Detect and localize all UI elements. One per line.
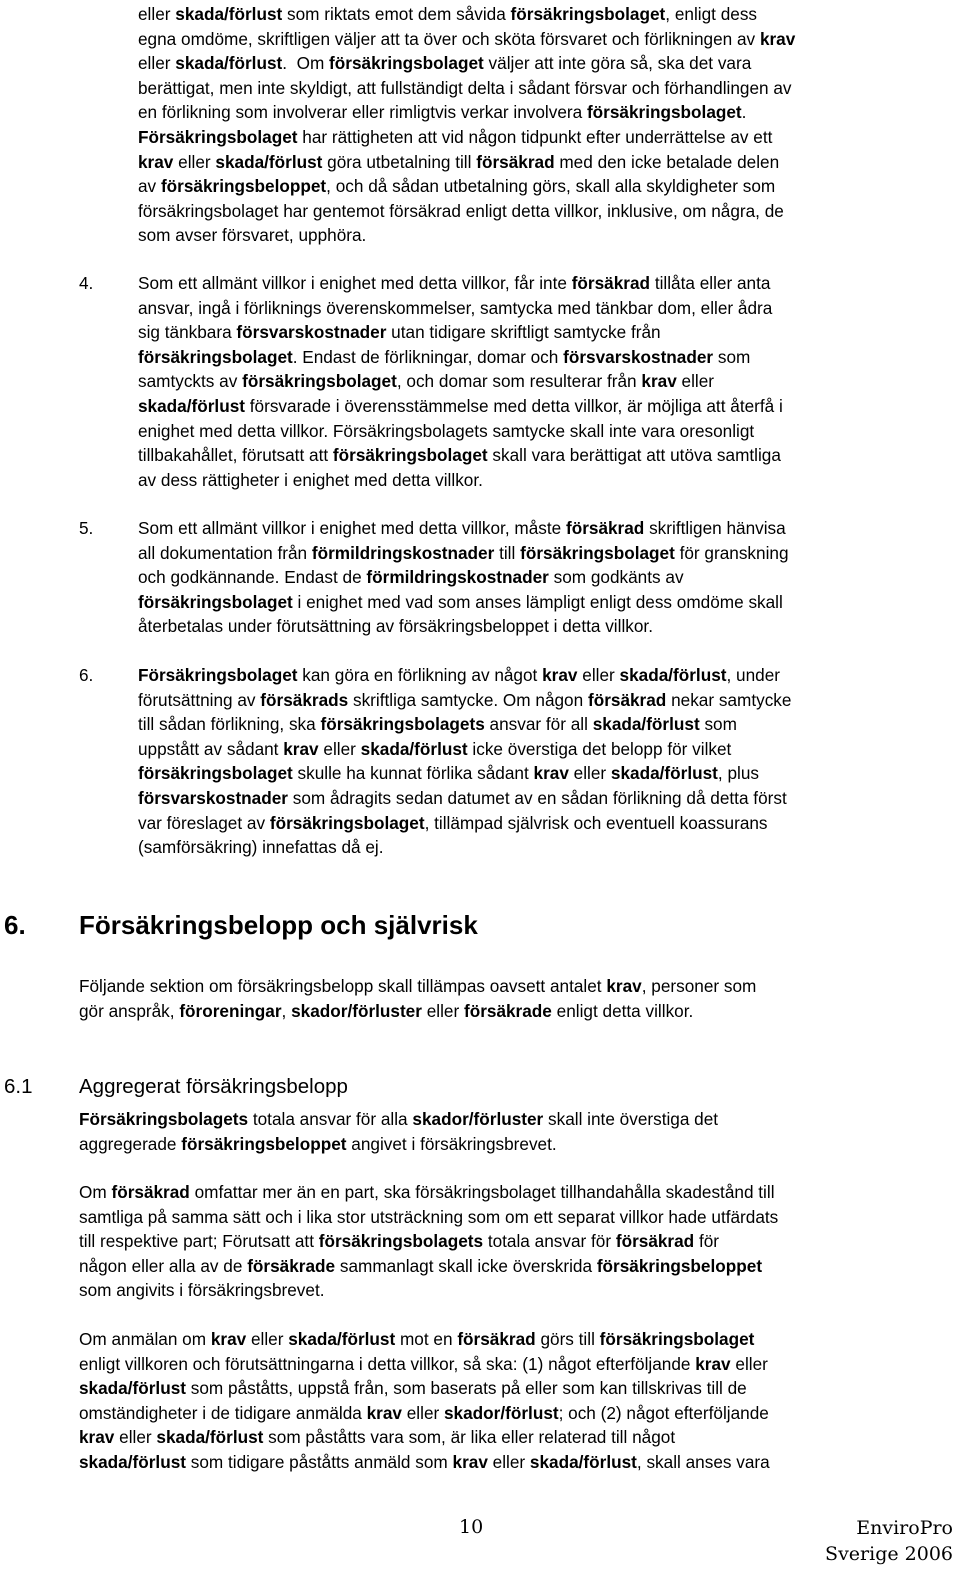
text-run: och godkännande. Endast de bbox=[138, 567, 367, 588]
defined-term: försvarskostnader bbox=[563, 346, 714, 367]
section-6-1-paragraph-2 bbox=[79, 1180, 954, 1303]
text-line bbox=[138, 614, 953, 639]
text-line bbox=[79, 1450, 954, 1475]
defined-term: försäkrad bbox=[111, 1182, 190, 1202]
text-run: eller bbox=[318, 738, 361, 759]
text-line bbox=[138, 761, 953, 786]
text-run: eller bbox=[138, 53, 176, 74]
text-line bbox=[138, 394, 953, 419]
text-run: som bbox=[713, 346, 751, 367]
text-run: av bbox=[138, 176, 161, 197]
text-line bbox=[138, 590, 953, 615]
text-run: ; och (2) något efterföljande bbox=[558, 1402, 769, 1423]
defined-term: krav bbox=[641, 371, 677, 392]
text-line bbox=[138, 811, 953, 836]
text-line bbox=[138, 271, 953, 296]
text-run: eller bbox=[173, 151, 216, 172]
text-run: sammanlagt skall icke överskrida bbox=[335, 1255, 597, 1276]
text-run: göra utbetalning till bbox=[322, 151, 477, 172]
text-run: som påståtts, uppstå från, som baserats på eller som kan tillskrivas till de bbox=[185, 1378, 747, 1399]
defined-term: skada/förlust bbox=[529, 1451, 637, 1472]
text-run: eller bbox=[401, 1402, 444, 1423]
text-line bbox=[79, 1205, 954, 1230]
text-run: skulle ha kunnat förlika sådant bbox=[292, 763, 534, 784]
text-line bbox=[79, 1254, 954, 1279]
text-line bbox=[138, 419, 953, 444]
section-title: Försäkringsbelopp och självrisk bbox=[79, 910, 478, 940]
text-run: förutsättning av bbox=[138, 689, 261, 710]
text-line bbox=[138, 345, 953, 370]
text-run: med den icke betalade delen bbox=[554, 151, 780, 172]
text-run: icke överstiga det belopp för vilket bbox=[467, 738, 732, 759]
defined-term: skador/förluster bbox=[412, 1109, 544, 1129]
text-run: nekar samtycke bbox=[666, 689, 792, 710]
defined-term: krav bbox=[759, 28, 796, 49]
defined-term: försäkrad bbox=[615, 1231, 695, 1252]
defined-term: försäkrad bbox=[571, 273, 651, 293]
text-run: sig tänkbara bbox=[138, 322, 237, 343]
section-number: 6. bbox=[4, 910, 26, 940]
defined-term: försäkringsbolaget bbox=[138, 591, 293, 612]
subsection-number: 6.1 bbox=[4, 1075, 33, 1098]
defined-term: krav bbox=[366, 1402, 402, 1423]
list-number-6: 6. bbox=[79, 665, 94, 685]
text-line bbox=[138, 223, 953, 248]
text-line bbox=[138, 174, 953, 199]
text-line bbox=[138, 443, 953, 468]
text-run: berättigat, men inte skyldigt, att fullständigt delta i sådant försvar och förhandlingen av bbox=[138, 77, 792, 98]
defined-term: krav bbox=[542, 665, 578, 685]
text-line bbox=[138, 468, 953, 493]
defined-term: skada/förlust bbox=[79, 1378, 186, 1399]
text-run: mot en bbox=[395, 1329, 458, 1349]
text-run: aggregerade bbox=[79, 1133, 182, 1154]
text-line bbox=[79, 1278, 954, 1303]
defined-term: förmildringskostnader bbox=[311, 542, 495, 563]
defined-term: försäkrads bbox=[260, 689, 349, 710]
defined-term: skada/förlust bbox=[215, 151, 323, 172]
text-line bbox=[138, 565, 953, 590]
text-run: för granskning bbox=[674, 542, 789, 563]
defined-term: krav bbox=[283, 738, 319, 759]
text-run: Följande sektion om försäkringsbelopp skall tillämpas oavsett antalet bbox=[79, 976, 607, 996]
text-run: skriftliga samtycke. Om någon bbox=[348, 689, 588, 710]
text-run: en förlikning som involverar eller rimligtvis verkar involvera bbox=[138, 102, 587, 123]
defined-term: Försäkringsbolagets bbox=[79, 1109, 249, 1129]
defined-term: föroreningar bbox=[179, 1000, 282, 1021]
text-run: , bbox=[281, 1000, 292, 1021]
list-item-5-text bbox=[138, 516, 953, 639]
text-run: Om anmälan om bbox=[79, 1329, 211, 1349]
text-run: som påståtts vara som, är lika eller relaterad till något bbox=[263, 1427, 676, 1448]
text-run: som godkänts av bbox=[548, 567, 684, 588]
defined-term: skada/förlust bbox=[592, 714, 700, 735]
text-run: skriftligen hänvisa bbox=[644, 518, 786, 538]
text-line bbox=[138, 663, 953, 688]
text-line bbox=[138, 27, 953, 52]
defined-term: skada/förlust bbox=[175, 53, 283, 74]
text-run: som avser försvaret, upphöra. bbox=[138, 225, 367, 246]
text-run: som ådragits sedan datumet av en sådan förlikning då detta först bbox=[287, 787, 787, 808]
text-run: , och domar som resulterar från bbox=[396, 371, 642, 392]
text-run: var föreslaget av bbox=[138, 812, 270, 833]
text-run: , tillämpad självrisk och eventuell koassurans bbox=[424, 812, 768, 833]
defined-term: försäkrade bbox=[247, 1255, 336, 1276]
defined-term: krav bbox=[533, 763, 569, 784]
text-line bbox=[138, 51, 953, 76]
text-run: försvarade i överensstämmelse med detta villkor, är möjliga att återfå i bbox=[244, 395, 783, 416]
text-run: skall inte överstiga det bbox=[543, 1109, 719, 1129]
text-run: , personer som bbox=[641, 976, 757, 996]
text-line bbox=[79, 1401, 954, 1426]
text-run: ansvar, ingå i förliknings överenskommelser, samtycka med tänkbar dom, eller ådra bbox=[138, 297, 773, 318]
defined-term: försäkringsbolaget bbox=[520, 542, 675, 563]
list-item-6-text bbox=[138, 663, 953, 860]
section-6-1-paragraph-3 bbox=[79, 1327, 954, 1475]
text-run: tillbakahållet, förutsatt att bbox=[138, 445, 333, 466]
defined-term: försäkringsbeloppet bbox=[181, 1133, 347, 1154]
text-run: Om bbox=[79, 1182, 112, 1202]
text-line bbox=[138, 199, 953, 224]
text-line bbox=[138, 369, 953, 394]
text-run: ansvar för all bbox=[484, 714, 593, 735]
subsection-title: Aggregerat försäkringsbelopp bbox=[79, 1075, 348, 1098]
text-line bbox=[138, 688, 953, 713]
defined-term: försäkringsbeloppet bbox=[160, 176, 327, 197]
footer-brand bbox=[825, 1515, 953, 1567]
defined-term: försäkringsbolagets bbox=[320, 714, 485, 735]
text-line bbox=[79, 1180, 954, 1205]
list-item-4-text bbox=[138, 271, 953, 492]
text-run: som tidigare påståtts anmäld som bbox=[185, 1451, 453, 1472]
brand-edition: Sverige 2006 bbox=[825, 1543, 953, 1565]
text-run: , skall anses vara bbox=[636, 1451, 770, 1472]
text-run: eller bbox=[676, 371, 715, 392]
text-run: eller bbox=[577, 665, 620, 685]
text-run: enighet med detta villkor. Försäkringsbolagets samtycke skall inte vara oresonligt bbox=[138, 420, 755, 441]
text-run: gör anspråk, bbox=[79, 1000, 180, 1021]
page-number: 10 bbox=[459, 1516, 484, 1538]
defined-term: försäkringsbolaget bbox=[510, 4, 666, 24]
text-run: för bbox=[694, 1231, 720, 1252]
list-number-5: 5. bbox=[79, 518, 94, 538]
text-run: tillåta eller anta bbox=[650, 273, 771, 293]
defined-term: krav bbox=[452, 1451, 488, 1472]
defined-term: skada/förlust bbox=[360, 738, 468, 759]
defined-term: försäkringsbolagets bbox=[318, 1231, 484, 1252]
defined-term: skada/förlust bbox=[79, 1451, 186, 1472]
text-run: all dokumentation från bbox=[138, 542, 312, 563]
defined-term: krav bbox=[138, 151, 174, 172]
text-run: enligt detta villkor. bbox=[551, 1000, 694, 1021]
text-run: eller bbox=[421, 1000, 464, 1021]
text-run: till respektive part; Förutsatt att bbox=[79, 1231, 319, 1252]
text-run: angivet i försäkringsbrevet. bbox=[346, 1133, 557, 1154]
defined-term: skada/förlust bbox=[175, 4, 283, 24]
defined-term: försäkringsbolaget bbox=[586, 102, 742, 123]
text-run: eller bbox=[568, 763, 611, 784]
text-line bbox=[79, 1107, 954, 1132]
defined-term: försäkringsbolaget bbox=[138, 763, 293, 784]
defined-term: förmildringskostnader bbox=[366, 567, 549, 588]
text-line bbox=[138, 712, 953, 737]
text-run: , plus bbox=[717, 763, 759, 784]
text-line bbox=[138, 786, 953, 811]
defined-term: försäkringsbolaget bbox=[329, 53, 484, 74]
text-run: av dess rättigheter i enighet med detta villkor. bbox=[138, 469, 483, 490]
text-run: till bbox=[494, 542, 521, 563]
defined-term: skada/förlust bbox=[156, 1427, 264, 1448]
defined-term: försäkringsbolaget bbox=[332, 445, 488, 466]
defined-term: försäkringsbolaget bbox=[138, 346, 293, 367]
defined-term: krav bbox=[79, 1427, 115, 1448]
text-run: eller bbox=[730, 1353, 768, 1374]
text-run: utan tidigare skriftligt samtycke från bbox=[386, 322, 661, 343]
defined-term: försvarskostnader bbox=[236, 322, 387, 343]
text-run: (samförsäkring) innefattas då ej. bbox=[138, 837, 384, 858]
text-run: har rättigheten att vid någon tidpunkt efter underrättelse av ett bbox=[297, 126, 773, 147]
defined-term: skada/förlust bbox=[610, 763, 718, 784]
defined-term: försvarskostnader bbox=[138, 787, 288, 808]
defined-term: försäkringsbolaget bbox=[599, 1329, 755, 1349]
defined-term: skada/förlust bbox=[288, 1329, 396, 1349]
defined-term: försäkringsbeloppet bbox=[596, 1255, 763, 1276]
text-run: omständigheter i de tidigare anmälda bbox=[79, 1402, 367, 1423]
text-run: , under bbox=[726, 665, 781, 685]
text-run: görs till bbox=[535, 1329, 600, 1349]
defined-term: krav bbox=[606, 976, 642, 996]
text-run: . Om bbox=[282, 53, 330, 74]
text-run: samtyckts av bbox=[138, 371, 243, 392]
text-run: någon eller alla av de bbox=[79, 1255, 248, 1276]
text-run: till sådan förlikning, ska bbox=[138, 714, 321, 735]
text-run: , och då sådan utbetalning görs, skall alla skyldigheter som bbox=[326, 176, 776, 197]
defined-term: skador/förlust bbox=[444, 1402, 559, 1423]
text-run: , enligt dess bbox=[665, 4, 758, 24]
defined-term: skada/förlust bbox=[138, 395, 245, 416]
text-run: skall vara berättigat att utöva samtliga bbox=[487, 445, 781, 466]
text-run: egna omdöme, skriftligen väljer att ta över och sköta försvaret och förlikningen av bbox=[138, 28, 760, 49]
defined-term: skada/förlust bbox=[619, 665, 727, 685]
defined-term: försäkrad bbox=[565, 518, 645, 538]
defined-term: försäkringsbolaget bbox=[269, 812, 425, 833]
defined-term: krav bbox=[210, 1329, 247, 1349]
text-run: Som ett allmänt villkor i enighet med detta villkor, måste bbox=[138, 518, 566, 538]
text-line bbox=[138, 100, 953, 125]
text-run: . Endast de förlikningar, domar och bbox=[292, 346, 564, 367]
text-line bbox=[79, 1327, 954, 1352]
text-line bbox=[138, 125, 953, 150]
defined-term: försäkringsbolaget bbox=[242, 371, 397, 392]
text-line bbox=[79, 974, 954, 999]
text-line bbox=[79, 1352, 954, 1377]
text-line bbox=[138, 296, 953, 321]
defined-term: krav bbox=[695, 1353, 731, 1374]
defined-term: försäkrad bbox=[587, 689, 667, 710]
defined-term: försäkrad bbox=[457, 1329, 536, 1349]
text-run: Som ett allmänt villkor i enighet med detta villkor, får inte bbox=[138, 273, 572, 293]
text-run: eller bbox=[487, 1451, 530, 1472]
text-line bbox=[138, 835, 953, 860]
subsection-heading-6-1 bbox=[4, 1073, 348, 1101]
text-line bbox=[79, 1376, 954, 1401]
text-run: eller bbox=[114, 1427, 157, 1448]
text-run: som riktats emot dem såvida bbox=[282, 4, 511, 24]
text-run: uppstått av sådant bbox=[138, 738, 284, 759]
text-run: försäkringsbolaget har gentemot försäkrad enligt detta villkor, inklusive, om några, de bbox=[138, 200, 784, 221]
section-heading-6 bbox=[4, 908, 478, 942]
list-number-4: 4. bbox=[79, 273, 94, 293]
text-run: enligt villkoren och förutsättningarna i detta villkor, så ska: (1) något efterföljande bbox=[79, 1353, 696, 1374]
text-run: återbetalas under förutsättning av försäkringsbeloppet i detta villkor. bbox=[138, 616, 653, 637]
text-run: eller bbox=[246, 1329, 289, 1349]
text-line bbox=[138, 541, 953, 566]
brand-name: EnviroPro bbox=[856, 1517, 953, 1539]
text-run: i enighet med vad som anses lämpligt enligt dess omdöme skall bbox=[292, 591, 783, 612]
text-line bbox=[138, 2, 953, 27]
text-run: totala ansvar för bbox=[483, 1231, 616, 1252]
text-run: samtliga på samma sätt och i lika stor utsträckning som om ett separat villkor hade utfärdats bbox=[79, 1206, 779, 1227]
defined-term: Försäkringsbolaget bbox=[138, 126, 298, 147]
section-6-1-paragraph-1 bbox=[79, 1107, 954, 1156]
section-6-intro bbox=[79, 974, 954, 1023]
defined-term: Försäkringsbolaget bbox=[138, 665, 298, 685]
text-line bbox=[79, 1229, 954, 1254]
text-line bbox=[138, 320, 953, 345]
defined-term: försäkrad bbox=[476, 151, 555, 172]
text-line bbox=[79, 1132, 954, 1157]
text-line bbox=[138, 516, 953, 541]
text-line bbox=[138, 76, 953, 101]
text-run: . bbox=[741, 102, 747, 123]
text-run: eller bbox=[138, 4, 176, 24]
text-run: totala ansvar för alla bbox=[248, 1109, 413, 1129]
text-line bbox=[79, 1425, 954, 1450]
text-line bbox=[79, 999, 954, 1024]
text-run: kan göra en förlikning av något bbox=[297, 665, 543, 685]
text-line bbox=[138, 737, 953, 762]
text-run: som angivits i försäkringsbrevet. bbox=[79, 1280, 325, 1301]
text-run: väljer att inte göra så, ska det vara bbox=[483, 53, 752, 74]
defined-term: försäkrade bbox=[463, 1000, 552, 1021]
text-run: som bbox=[699, 714, 737, 735]
text-run: omfattar mer än en part, ska försäkringsbolaget tillhandahålla skadestånd till bbox=[189, 1182, 775, 1202]
paragraph-continuation bbox=[138, 2, 953, 248]
text-line bbox=[138, 150, 953, 175]
defined-term: skador/förluster bbox=[291, 1000, 422, 1021]
